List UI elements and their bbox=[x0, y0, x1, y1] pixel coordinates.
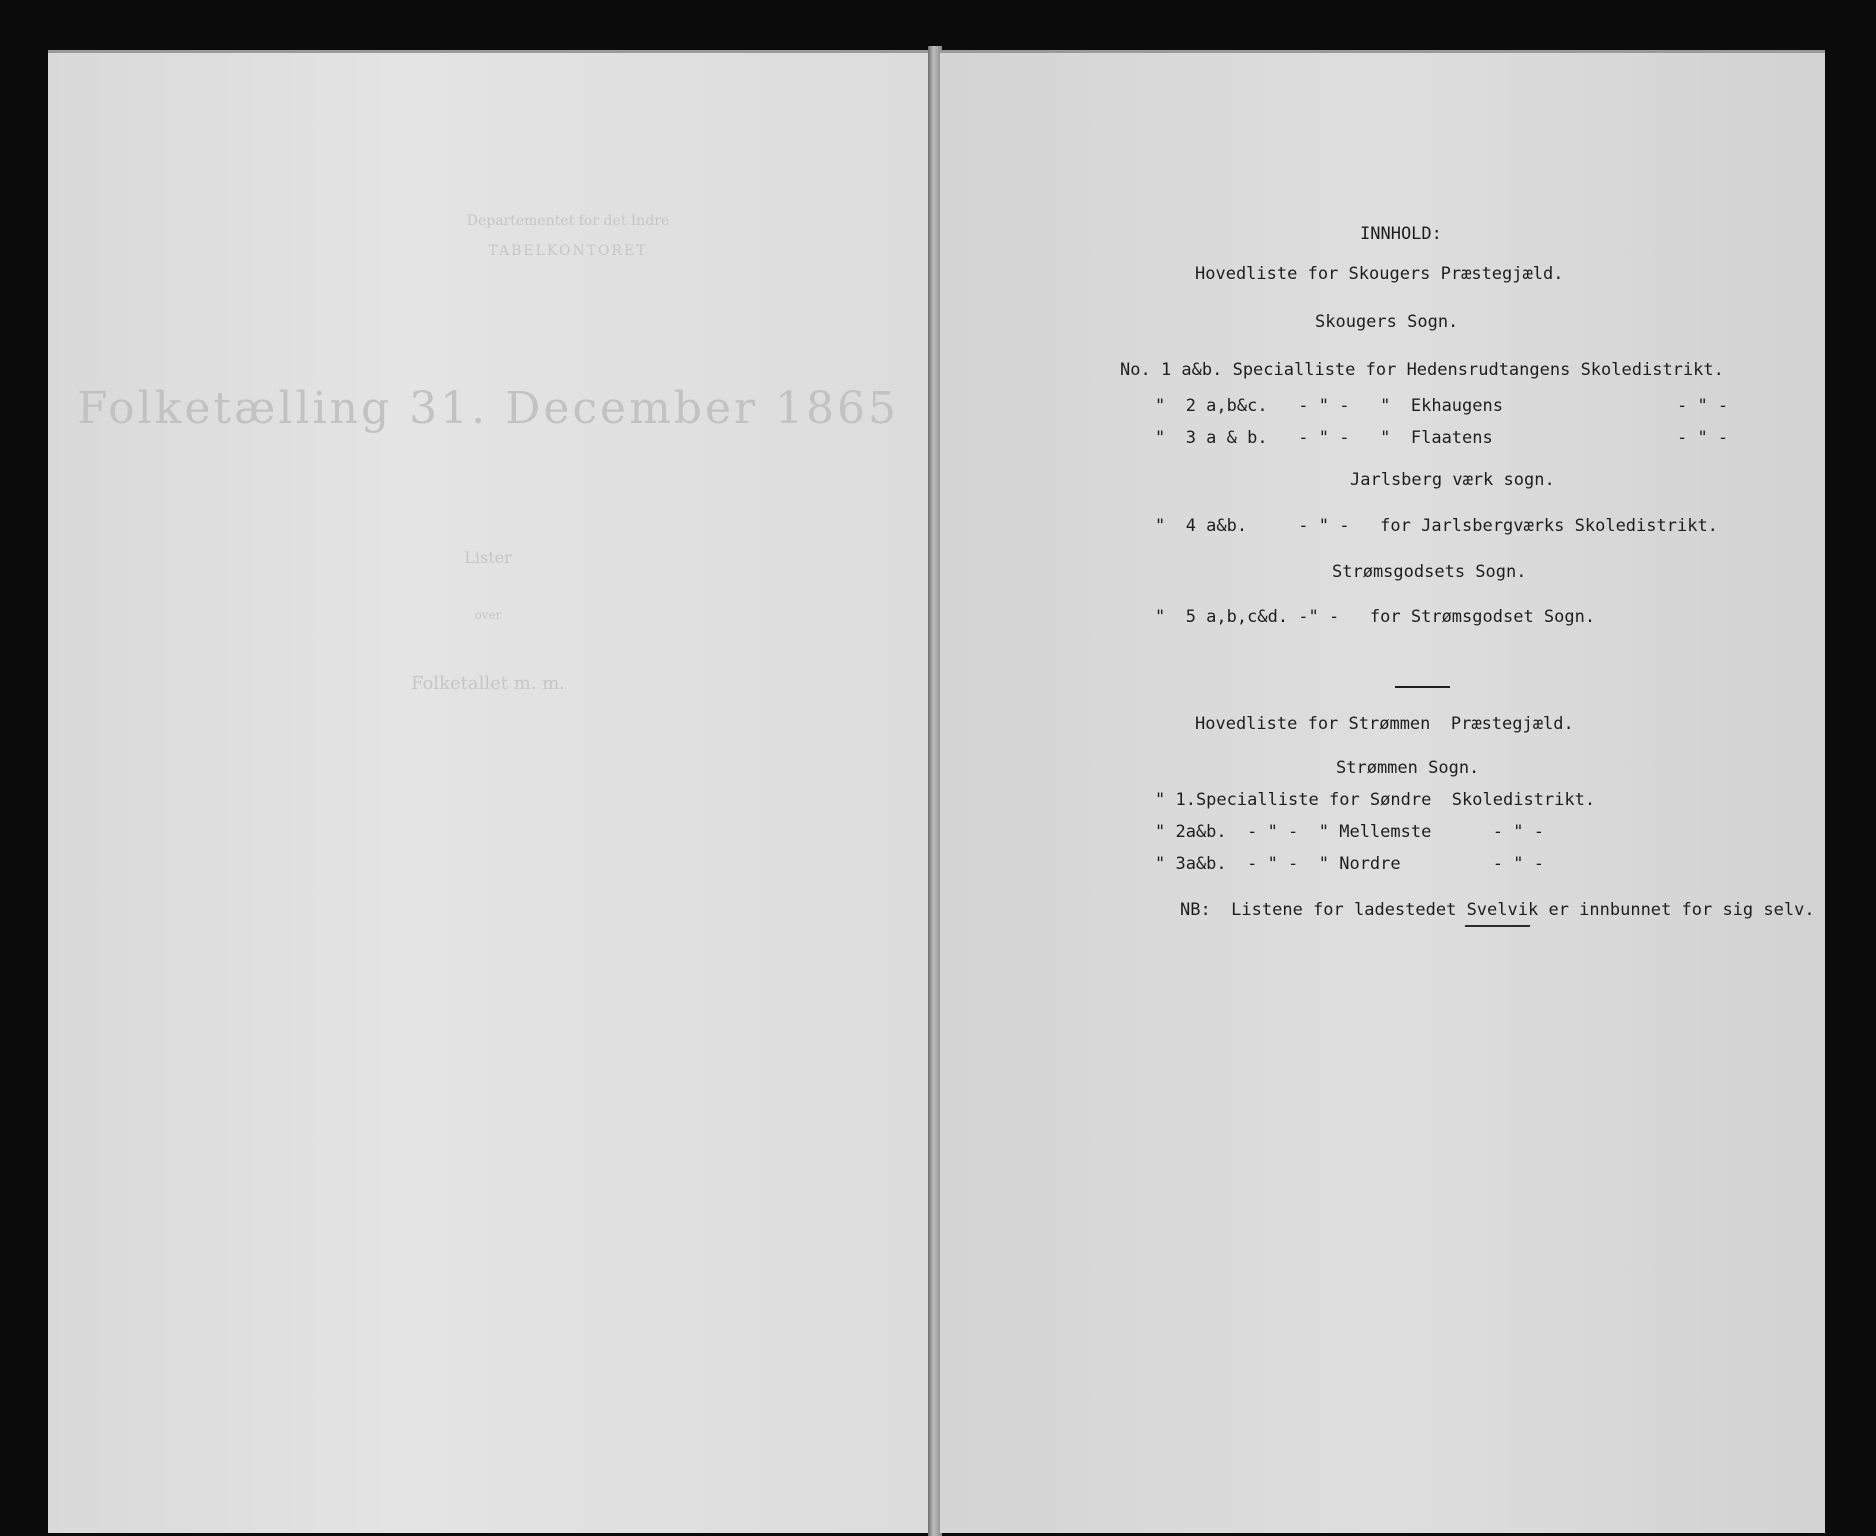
folketallet-label: Folketallet m. m. bbox=[410, 673, 566, 694]
toc-entry: Hovedliste for Strømmen Præstegjæld. bbox=[1195, 714, 1574, 734]
toc-entry: Strømsgodsets Sogn. bbox=[1332, 562, 1527, 582]
toc-heading: INNHOLD: bbox=[1360, 224, 1442, 244]
left-page bbox=[48, 50, 928, 1533]
toc-entry: " 1.Specialliste for Søndre Skoledistrikt. bbox=[1155, 790, 1596, 810]
toc-note: NB: Listene for ladestedet Svelvik er innbunnet for sig selv. bbox=[1180, 900, 1815, 920]
toc-entry: " 3 a & b. - " - " Flaatens - " - bbox=[1155, 428, 1729, 448]
department-stamp: Departementet for det Indre bbox=[466, 213, 670, 229]
lister-label: Lister bbox=[464, 548, 512, 567]
toc-entry: Jarlsberg værk sogn. bbox=[1350, 470, 1555, 490]
toc-entry: Skougers Sogn. bbox=[1315, 312, 1459, 332]
toc-entry: " 2 a,b&c. - " - " Ekhaugens - " - bbox=[1155, 396, 1729, 416]
toc-entry: " 5 a,b,c&d. -" - for Strømsgodset Sogn. bbox=[1155, 607, 1596, 627]
toc-entry: " 4 a&b. - " - for Jarlsbergværks Skoledistrikt. bbox=[1155, 516, 1718, 536]
census-title: Folketælling 31. December 1865 bbox=[76, 383, 899, 434]
office-stamp: TABELKONTORET bbox=[488, 243, 648, 259]
handwritten-underline bbox=[1465, 925, 1531, 927]
toc-entry: Strømmen Sogn. bbox=[1336, 758, 1480, 778]
toc-entry: No. 1 a&b. Specialliste for Hedensrudtangens Skoledistrikt. bbox=[1120, 360, 1724, 380]
toc-entry: " 2a&b. - " - " Mellemste - " - bbox=[1155, 822, 1544, 842]
over-label: over bbox=[474, 608, 502, 622]
toc-entry: " 3a&b. - " - " Nordre - " - bbox=[1155, 854, 1544, 874]
table-of-contents bbox=[940, 50, 1825, 1530]
section-divider bbox=[1395, 686, 1450, 688]
toc-entry: Hovedliste for Skougers Præstegjæld. bbox=[1195, 264, 1564, 284]
